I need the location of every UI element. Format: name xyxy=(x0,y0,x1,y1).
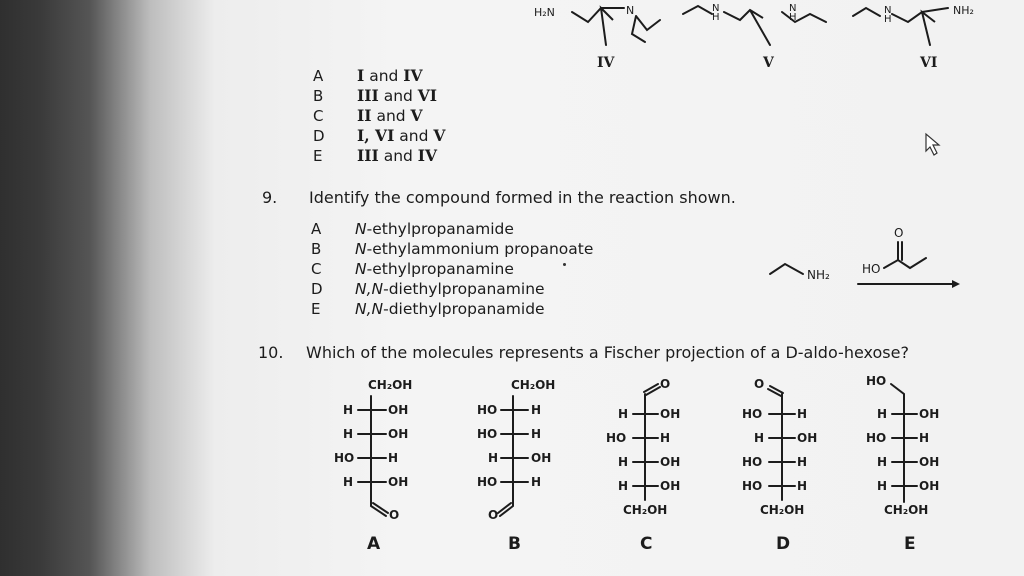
acid-ho: HO xyxy=(862,262,881,276)
fischer-a-row3-left: HO xyxy=(334,451,355,465)
fischer-e-row2-right: H xyxy=(919,431,930,445)
fischer-a-row4-left: H xyxy=(343,475,354,489)
fischer-b-row3-left: H xyxy=(488,451,499,465)
fischer-c-row2-right: H xyxy=(660,431,671,445)
fischer-e-row3-right: OH xyxy=(919,455,940,469)
fischer-d-row3-left: HO xyxy=(742,455,763,469)
q9-number: 9. xyxy=(262,188,278,207)
q9-letter-e: E xyxy=(311,300,321,318)
q8-letter-a: A xyxy=(313,67,324,85)
q9-answer-e: N,N-diethylpropanamide xyxy=(355,300,545,318)
q8-letter-d: D xyxy=(313,127,325,145)
q9-question: Identify the compound formed in the reaction shown. xyxy=(309,188,736,207)
fischer-d-top: O xyxy=(754,377,765,391)
fischer-d-label: D xyxy=(776,534,791,554)
fischer-e-row1-left: H xyxy=(877,407,888,421)
structure-iv-n: N xyxy=(626,4,635,17)
acid-o: O xyxy=(894,226,904,240)
structure-vi-nh: N H xyxy=(884,5,892,25)
fischer-a-bottom: O xyxy=(389,508,400,522)
structure-label-vi: VI xyxy=(920,55,938,71)
fischer-b-row3-right: OH xyxy=(531,451,552,465)
fischer-c-top: O xyxy=(660,377,671,391)
fischer-c-row4-right: OH xyxy=(660,479,681,493)
fischer-c-bonds xyxy=(633,384,660,500)
q8-answer-c: II and V xyxy=(357,106,423,125)
q9-answer-b: N-ethylammonium propanoate xyxy=(355,240,594,258)
fischer-b-label: B xyxy=(508,534,521,554)
structure-v-nh2: N H xyxy=(789,3,797,23)
q9-letter-c: C xyxy=(311,260,322,278)
fischer-e-bottom: CH₂OH xyxy=(884,503,929,517)
q8-answer-a: I and IV xyxy=(357,66,423,85)
q9-letter-d: D xyxy=(311,280,323,298)
amine-nh2: NH₂ xyxy=(807,268,830,282)
q9-answer-c: N-ethylpropanamine xyxy=(355,260,514,278)
fischer-d-row4-left: HO xyxy=(742,479,763,493)
q10-question: Which of the molecules represents a Fischer projection of a D-aldo-hexose? xyxy=(306,343,909,362)
fischer-c-bottom: CH₂OH xyxy=(623,503,668,517)
q9-letter-b: B xyxy=(311,240,322,258)
structure-label-v: V xyxy=(763,55,774,71)
fischer-b-row4-right: H xyxy=(531,475,542,489)
fischer-e-row4-right: OH xyxy=(919,479,940,493)
fischer-b-top: CH₂OH xyxy=(511,378,556,392)
fischer-c-row4-left: H xyxy=(618,479,629,493)
structure-v-nh1: N H xyxy=(712,3,720,23)
q8-letter-e: E xyxy=(313,147,323,165)
fischer-a-row4-right: OH xyxy=(388,475,409,489)
fischer-e-row4-left: H xyxy=(877,479,888,493)
q9-answer-d: N,N-diethylpropanamine xyxy=(355,280,545,298)
q9-letter-a: A xyxy=(311,220,322,238)
fischer-a-row1-right: OH xyxy=(388,403,409,417)
fischer-a-bonds xyxy=(358,396,388,516)
fischer-e-label: E xyxy=(904,534,916,554)
q8-answer-e: III and IV xyxy=(357,146,438,165)
fischer-d-row2-right: OH xyxy=(797,431,818,445)
fischer-d-row4-right: H xyxy=(797,479,808,493)
fischer-a-label: A xyxy=(367,534,381,554)
fischer-e-row1-right: OH xyxy=(919,407,940,421)
fischer-e-row2-left: HO xyxy=(866,431,887,445)
q8-answer-d: I, VI and V xyxy=(357,126,446,145)
q8-letter-c: C xyxy=(313,107,324,125)
fischer-b-row4-left: HO xyxy=(477,475,498,489)
structure-iv-h2n: H₂N xyxy=(534,6,555,19)
structure-vi-nh2: NH₂ xyxy=(953,4,974,17)
fischer-d-row1-left: HO xyxy=(742,407,763,421)
q8-letter-b: B xyxy=(313,87,324,105)
fischer-c-row1-left: H xyxy=(618,407,629,421)
fischer-d-row3-right: H xyxy=(797,455,808,469)
fischer-d-row2-left: H xyxy=(754,431,765,445)
fischer-d-row1-right: H xyxy=(797,407,808,421)
fischer-c-label: C xyxy=(640,534,653,554)
fischer-e-top: HO xyxy=(866,374,887,388)
structure-label-iv: IV xyxy=(597,55,615,71)
q9-answer-a: N-ethylpropanamide xyxy=(355,220,514,238)
fischer-c-row3-right: OH xyxy=(660,455,681,469)
fischer-c-row3-left: H xyxy=(618,455,629,469)
fischer-e-row3-left: H xyxy=(877,455,888,469)
fischer-a-row2-left: H xyxy=(343,427,354,441)
fischer-b-row2-left: HO xyxy=(477,427,498,441)
fischer-b-row2-right: H xyxy=(531,427,542,441)
fischer-b-row1-left: HO xyxy=(477,403,498,417)
fischer-b-bonds xyxy=(498,396,528,516)
fischer-d-bonds xyxy=(768,386,795,500)
fischer-b-bottom: O xyxy=(488,508,499,522)
fischer-a-top: CH₂OH xyxy=(368,378,413,392)
q10-number: 10. xyxy=(258,343,284,362)
fischer-e-bonds xyxy=(891,384,917,502)
fischer-a-row1-left: H xyxy=(343,403,354,417)
fischer-c-row2-left: HO xyxy=(606,431,627,445)
fischer-a-row2-right: OH xyxy=(388,427,409,441)
q8-answer-b: III and VI xyxy=(357,86,438,105)
fischer-d-bottom: CH₂OH xyxy=(760,503,805,517)
fischer-a-row3-right: H xyxy=(388,451,399,465)
fischer-c-row1-right: OH xyxy=(660,407,681,421)
fischer-b-row1-right: H xyxy=(531,403,542,417)
